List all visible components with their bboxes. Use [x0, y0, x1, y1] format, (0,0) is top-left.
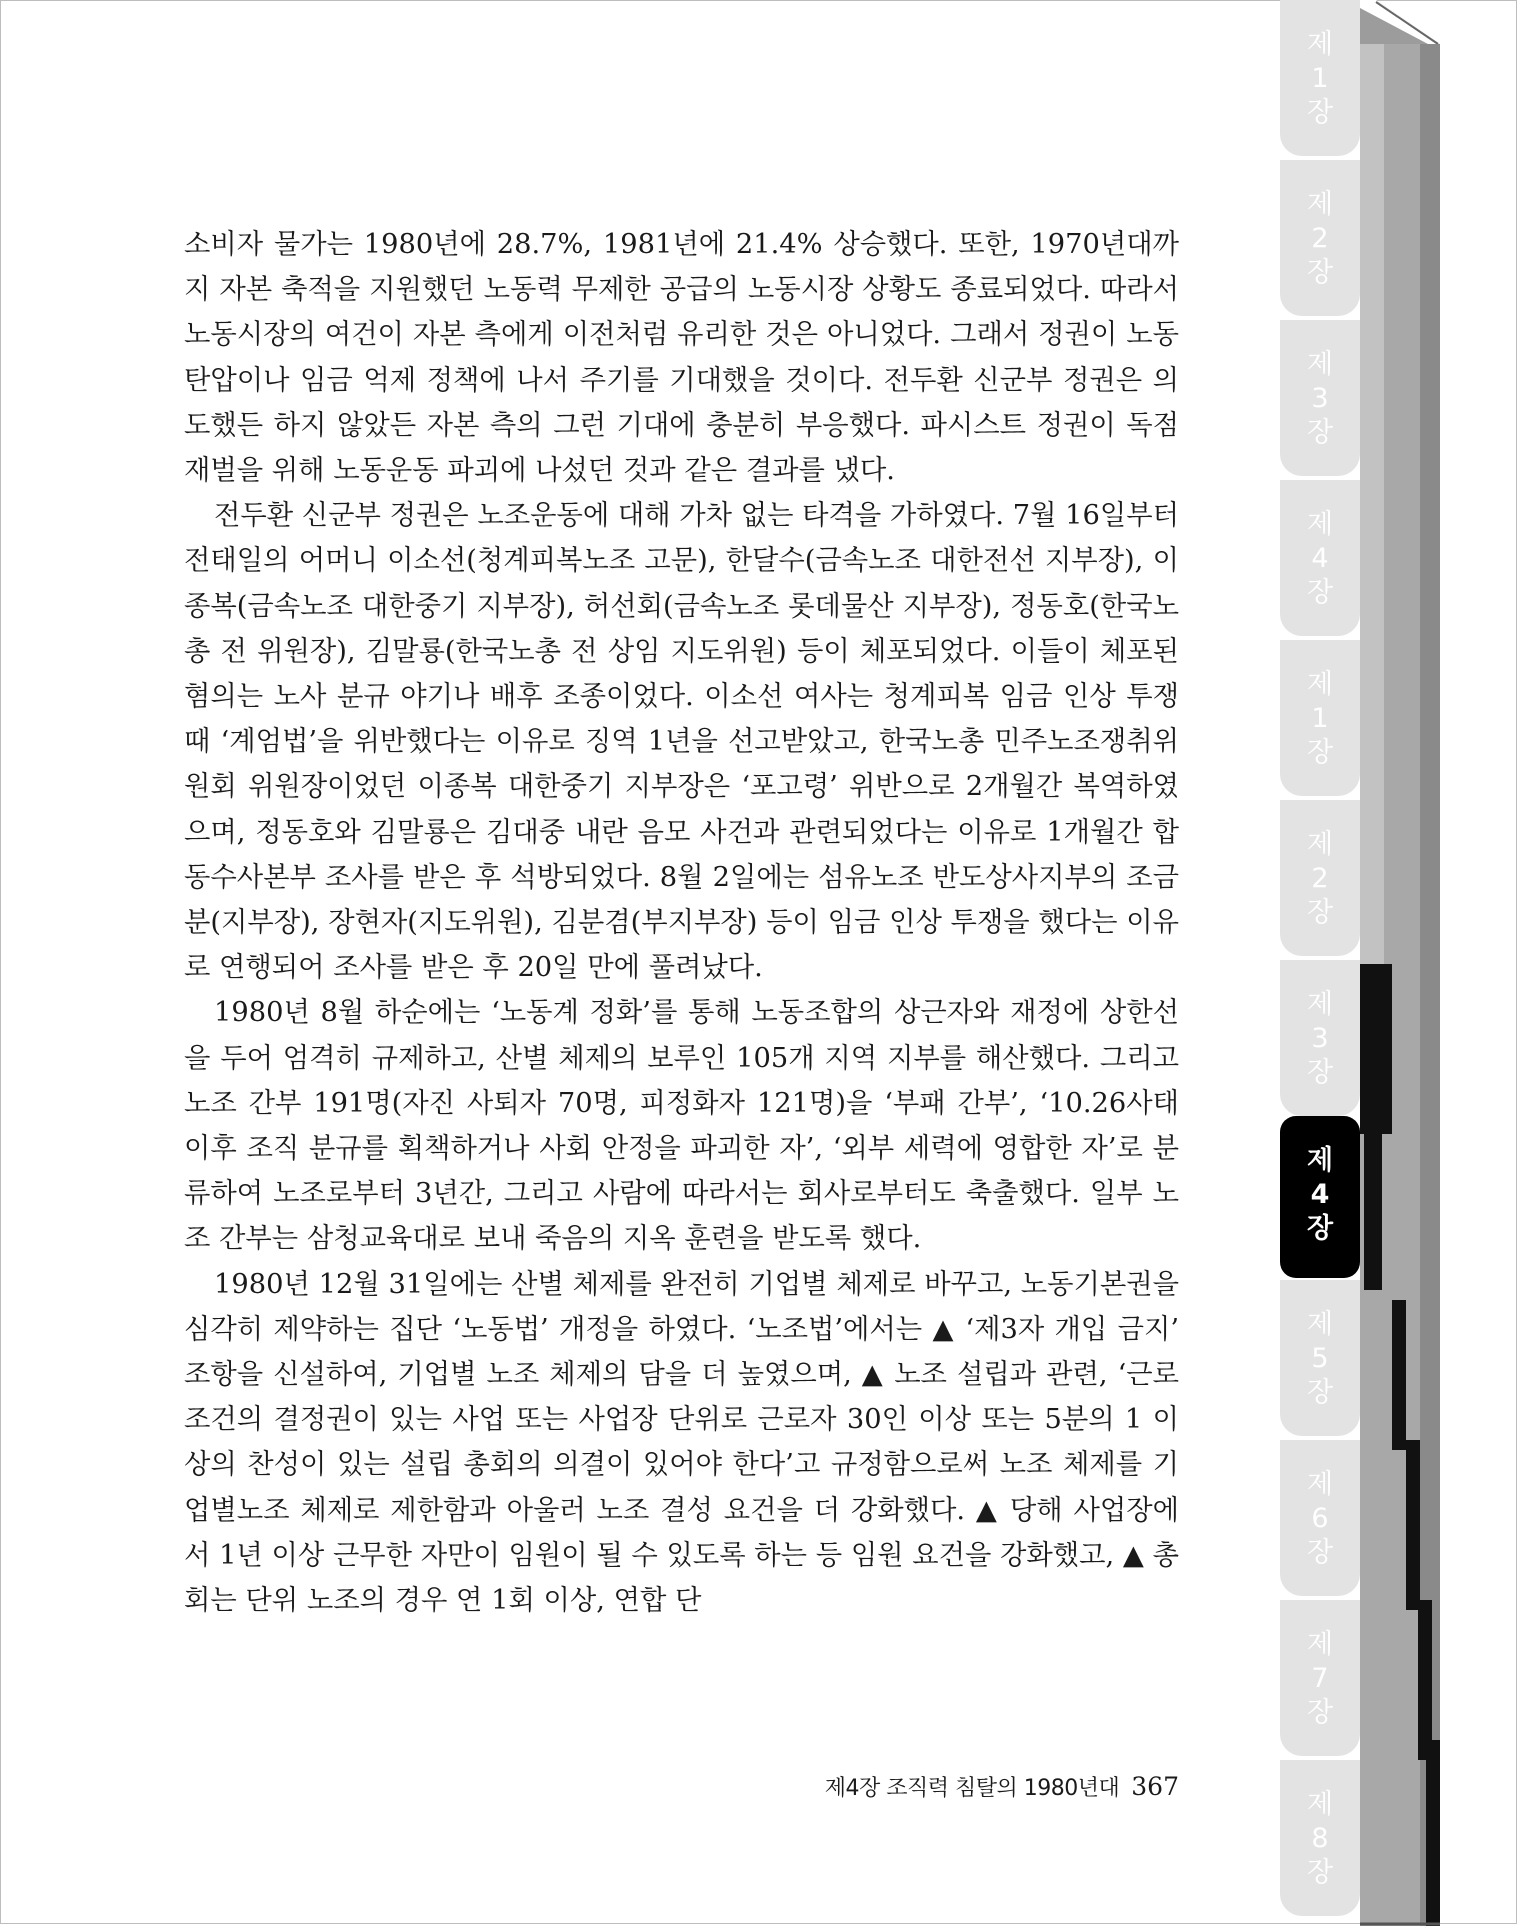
paragraph: 전두환 신군부 정권은 노조운동에 대해 가차 없는 타격을 가하였다. 7월 16일부터 전태일의 어머니 이소선(청계피복노조 고문), 한달수(금속노조 대한전선 지부장), 이종복(금속노조 대한중기 지부장), 허선회(금속노조 롯데물산 지부장), 정동호(한국노총 전 위원장), 김말룡(한국노총 전 상임 지도위원) 등이 체포되었다. 이들이 체포된 혐의는 노사 분규 야기나 배후 조종이었다. 이소선 여사는 청계피복 임금 인상 투쟁 때 ‘계엄법’을 위반했다는 이유로 징역 1년을 선고받았고, 한국노총 민주노조쟁취위원회 위원장이었던 이종복 대한중기 지부장은 ‘포고령’ 위반으로 2개월간 복역하였으며, 정동호와 김말룡은 김대중 내란 음모 사건과 관련되었다는 이유로 1개월간 합동수사본부 조사를 받은 후 석방되었다. 8월 2일에는 섬유노조 반도상사지부의 조금분(지부장), 장현자(지도위원), 김분겸(부지부장) 등이 임금 인상 투쟁을 했다는 이유로 연행되어 조사를 받은 후 20일 만에 풀려났다.: [184, 500, 1179, 984]
chapter-tab-label: 장: [1306, 1377, 1334, 1408]
paragraph: 1980년 8월 하순에는 ‘노동계 정화’를 통해 노동조합의 상근자와 재정에 상한선을 두어 엄격히 규제하고, 산별 체제의 보루인 105개 지역 지부를 해산했다. 그리고 노조 간부 191명(자진 사퇴자 70명, 피정화자 121명)을 ‘부패 간부’, ‘10.26사태 이후 조직 분규를 획책하거나 사회 안정을 파괴한 자’, ‘외부 세력에 영합한 자’로 분류하여 노조로부터 3년간, 그리고 사람에 따라서는 회사로부터도 축출했다. 일부 노조 간부는 삼청교육대로 보내 죽음의 지옥 훈련을 받도록 했다.: [184, 997, 1179, 1255]
chapter-tab-label: 2: [1311, 223, 1329, 254]
chapter-tab-label: 제: [1306, 829, 1334, 860]
paragraph: 소비자 물가는 1980년에 28.7%, 1981년에 21.4% 상승했다. 또한, 1970년대까지 자본 축적을 지원했던 노동력 무제한 공급의 노동시장 상황도 종료되었다. 따라서 노동시장의 여건이 자본 측에게 이전처럼 유리한 것은 아니었다. 그래서 정권이 노동 탄압이나 임금 억제 정책에 나서 주기를 기대했을 것이다. 전두환 신군부 정권은 의도했든 하지 않았든 자본 측의 그런 기대에 충분히 부응했다. 파시스트 정권이 독점 재벌을 위해 노동운동 파괴에 나섰던 것과 같은 결과를 냈다.: [184, 229, 1179, 487]
chapter-tab[interactable]: [1280, 1600, 1360, 1756]
chapter-tab-label: 8: [1311, 1823, 1329, 1854]
chapter-tab-label: 제: [1306, 1789, 1334, 1820]
chapter-tab-label: 장: [1306, 1537, 1334, 1568]
chapter-tab[interactable]: [1280, 0, 1360, 156]
chapter-tab-label: 6: [1311, 1503, 1329, 1534]
chapter-tab[interactable]: [1280, 1440, 1360, 1596]
chapter-tab-label: 제: [1306, 1145, 1334, 1176]
chapter-tab-label: 장: [1306, 1857, 1334, 1888]
chapter-tab[interactable]: [1280, 1760, 1360, 1916]
chapter-tab-label: 4: [1311, 543, 1329, 574]
paragraph: 1980년 12월 31일에는 산별 체제를 완전히 기업별 체제로 바꾸고, 노동기본권을 심각히 제약하는 집단 ‘노동법’ 개정을 하였다. ‘노조법’에서는 ▲ ‘제3자 개입 금지’ 조항을 신설하여, 기업별 노조 체제의 담을 더 높였으며, ▲ 노조 설립과 관련, ‘근로조건의 결정권이 있는 사업 또는 사업장 단위로 근로자 30인 이상 또는 5분의 1 이상의 찬성이 있는 설립 총회의 의결이 있어야 한다’고 규정함으로써 노조 체제를 기업별노조 체제로 제한함과 아울러 노조 결성 요건을 더 강화했다. ▲ 당해 사업장에서 1년 이상 근무한 자만이 임원이 될 수 있도록 하는 등 임원 요건을 강화했고, ▲ 총회는 단위 노조의 경우 연 1회 이상, 연합 단: [184, 1268, 1179, 1617]
chapter-tab-label: 장: [1306, 257, 1334, 288]
chapter-tab[interactable]: [1280, 800, 1360, 956]
chapter-tab-label: 제: [1306, 1629, 1334, 1660]
footer-chapter-title: 제4장 조직력 침탈의 1980년대: [824, 1776, 1120, 1801]
chapter-tab-label: 2: [1311, 863, 1329, 894]
chapter-tab[interactable]: [1280, 960, 1360, 1116]
chapter-tab-label: 장: [1306, 1057, 1334, 1088]
chapter-tab-label: 장: [1306, 897, 1334, 928]
chapter-tab-label: 3: [1311, 383, 1329, 414]
chapter-tab[interactable]: [1280, 320, 1360, 476]
chapter-tab-label: 제: [1306, 349, 1334, 380]
chapter-tab-label: 5: [1311, 1343, 1329, 1374]
chapter-tab-label: 장: [1306, 97, 1334, 128]
chapter-tab[interactable]: [1280, 160, 1360, 316]
chapter-tab-label: 7: [1311, 1663, 1329, 1694]
chapter-tab-label: 장: [1306, 737, 1334, 768]
chapter-tab-label: 제: [1306, 1309, 1334, 1340]
chapter-tab[interactable]: [1280, 640, 1360, 796]
chapter-tab-label: 4: [1310, 1179, 1330, 1210]
chapter-tab-label: 제: [1306, 1469, 1334, 1500]
chapter-tab-label: 제: [1306, 29, 1334, 60]
chapter-tab-label: 1: [1311, 703, 1329, 734]
chapter-tab-label: 제: [1306, 669, 1334, 700]
chapter-tab-label: 장: [1306, 417, 1334, 448]
chapter-tab[interactable]: [1280, 480, 1360, 636]
chapter-tab-label: 1: [1311, 63, 1329, 94]
chapter-tab-label: 제: [1306, 989, 1334, 1020]
chapter-tab-label: 제: [1306, 189, 1334, 220]
body-text: [184, 222, 1179, 1623]
chapter-tab-label: 장: [1306, 1213, 1334, 1244]
chapter-tab[interactable]: [1280, 1280, 1360, 1436]
chapter-tab-label: 3: [1311, 1023, 1329, 1054]
chapter-tab-label: 제: [1306, 509, 1334, 540]
chapter-tab-label: 장: [1306, 1697, 1334, 1728]
running-footer: [825, 1771, 1179, 1802]
chapter-tab[interactable]: [1280, 1116, 1360, 1278]
page-number: 367: [1131, 1772, 1179, 1801]
chapter-tab-label: 장: [1306, 577, 1334, 608]
